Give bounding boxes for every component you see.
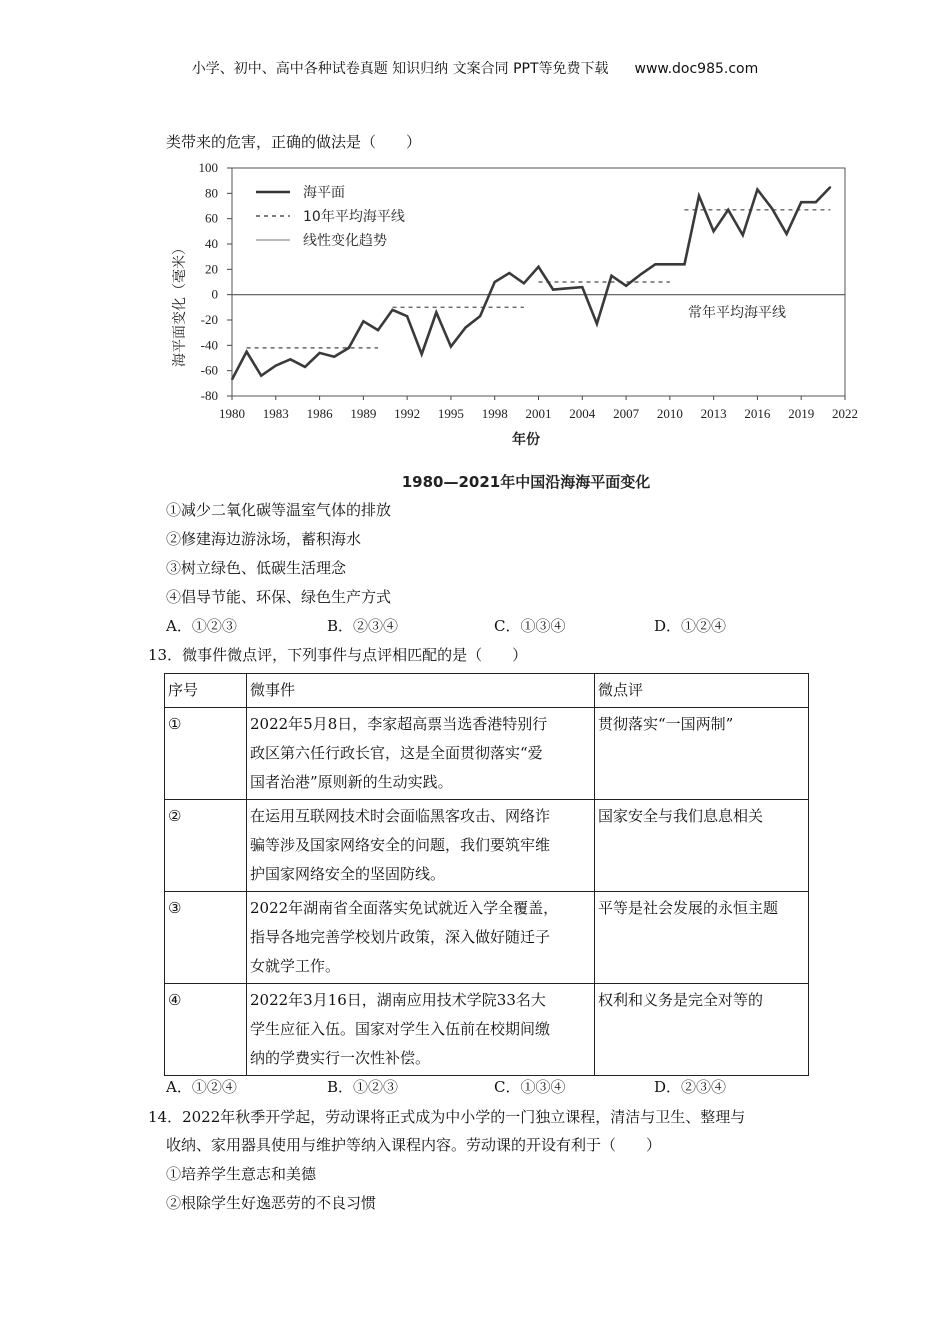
row-no: ① [165,708,247,800]
y-tick-label: 100 [198,160,218,175]
y-tick-label: 80 [205,185,218,201]
q12-option-d[interactable]: D．①②④ [654,617,727,635]
data-point [581,286,583,288]
y-tick-label: -20 [200,312,218,327]
row-event [247,892,595,984]
q13-option-b[interactable]: B．①②③ [327,1078,399,1096]
table-row [165,892,809,984]
x-tick-label: 1983 [262,406,289,421]
data-point [669,263,671,265]
row-event [247,984,595,1076]
data-point [684,263,686,265]
data-point [815,201,817,203]
q13-stem: 13．微事件微点评，下列事件与点评相匹配的是（ ） [148,646,528,664]
x-tick-label: 2004 [569,406,596,421]
q12-option-b[interactable]: B．②③④ [327,617,399,635]
event-line: 学生应征入伍。国家对学生入伍前在校期间缴 [250,1020,551,1038]
data-point [611,275,613,277]
x-tick-label: 2019 [788,406,815,421]
data-point [523,282,525,284]
y-tick-label: 0 [211,286,218,302]
q12-item-4: ④倡导节能、环保、绿色生产方式 [166,588,392,606]
x-tick-label: 1980 [219,406,245,421]
data-point [479,315,481,317]
data-point [392,309,394,311]
event-line: 指导各地完善学校划片政策，深入做好随迁子 [250,928,551,946]
x-tick-label: 2013 [700,406,727,421]
row-no: ④ [165,984,247,1076]
data-point [494,281,496,283]
q12-item-1: ①减少二氧化碳等温室气体的排放 [166,501,392,519]
row-comment: 权利和义务是完全对等的 [595,984,809,1076]
event-line: 骗等涉及国家网络安全的问题，我们要筑牢维 [250,836,551,854]
data-point [713,231,715,233]
data-point [348,347,350,349]
x-tick-label: 1995 [437,406,464,421]
data-point [246,351,248,353]
data-point [363,320,365,322]
data-point [567,288,569,290]
row-event [247,708,595,800]
row-event [247,800,595,892]
x-tick-label: 1998 [481,406,508,421]
y-tick-label: 20 [205,261,218,277]
q13-option-d[interactable]: D．②③④ [654,1078,727,1096]
q12-item-2: ②修建海边游泳场，蓄积海水 [166,530,362,548]
q12-stem-tail: 类带来的危害，正确的做法是（ ） [166,133,422,151]
data-point [800,201,802,203]
q14-stem-line1: 14．2022年秋季开学起，劳动课将正式成为中小学的一门独立课程，清洁与卫生、整理与 [148,1108,746,1126]
data-point [830,186,832,188]
y-tick-label: -80 [200,388,218,403]
data-point [596,323,598,325]
q12-item-3: ③树立绿色、低碳生活理念 [166,559,347,577]
data-point [319,352,321,354]
legend-trend: 线性变化趋势 [303,233,387,249]
event-line: 政区第六任行政长官，这是全面贯彻落实“爱 [250,744,543,762]
x-tick-label: 2001 [525,406,552,421]
table-row [165,800,809,892]
chart-legend [256,185,405,249]
y-tick-label: -40 [200,337,218,353]
x-tick-label: 2016 [744,406,771,421]
data-point [231,379,233,381]
data-point [465,327,467,329]
row-comment: 国家安全与我们息息相关 [595,800,809,892]
event-line: 女就学工作。 [250,957,341,975]
data-point [552,289,554,291]
data-point [304,366,306,368]
chart-title: 1980—2021年中国沿海海平面变化 [401,473,651,491]
event-line: 国者治港”原则新的生动实践。 [250,773,453,791]
data-point [421,353,423,355]
row-no: ③ [165,892,247,984]
baseline-annotation: 常年平均海平线 [688,305,786,321]
row-no: ② [165,800,247,892]
sea-level-chart [160,158,860,493]
y-tick-label: 40 [205,236,218,251]
data-point [290,358,292,360]
q12-option-a[interactable]: A．①②③ [166,617,237,635]
data-point [625,285,627,287]
data-point [436,312,438,314]
table-header-row [165,674,809,708]
y-tick-label: 60 [205,210,218,226]
event-line: 2022年5月8日，李家超高票当选香港特别行 [250,715,548,733]
data-point [757,189,759,191]
x-tick-label: 1992 [394,406,421,421]
q14-item-1: ①培养学生意志和美德 [166,1165,317,1183]
data-point [509,272,511,274]
q13-option-a[interactable]: A．①②④ [166,1078,237,1096]
x-tick-label: 2007 [613,406,640,421]
data-point [771,208,773,210]
q14-stem-line2: 收纳、家用器具使用与维护等纳入课程内容。劳动课的开设有利于（ ） [166,1136,662,1154]
data-point [275,365,277,367]
q12-option-c[interactable]: C．①③④ [494,617,566,635]
header-text: 小学、初中、高中各种试卷真题 知识归纳 文案合同 PPT等免费下载 [191,61,609,77]
data-point [260,375,262,377]
header-url[interactable]: www.doc985.com [634,61,759,77]
q14-item-2: ②根除学生好逸恶劳的不良习惯 [166,1194,377,1212]
event-line: 在运用互联网技术时会面临黑客攻击、网络诈 [250,807,551,825]
event-line: 纳的学费实行一次性补偿。 [250,1049,431,1067]
data-point [333,356,335,358]
page-header [0,58,950,78]
x-tick-label: 2010 [656,406,683,421]
row-comment: 平等是社会发展的永恒主题 [595,892,809,984]
table-row [165,708,809,800]
x-tick-label: 2022 [832,406,858,421]
data-point [450,346,452,348]
data-point [742,234,744,236]
y-axis-label: 海平面变化（毫米） [172,241,188,367]
data-point [406,315,408,317]
event-line: 护国家网络安全的坚固防线。 [250,865,446,883]
x-tick-label: 1986 [306,406,333,421]
data-point [786,233,788,235]
q13-option-c[interactable]: C．①③④ [494,1078,566,1096]
row-comment: 贯彻落实“一国两制” [595,708,809,800]
x-axis-label: 年份 [512,432,540,448]
legend-sea-level: 海平面 [303,185,345,201]
col-header-event: 微事件 [247,674,595,708]
data-point [538,266,540,268]
y-tick-label: -60 [200,362,218,378]
data-point [377,329,379,331]
data-point [640,274,642,276]
data-point [698,195,700,197]
col-header-no: 序号 [165,674,247,708]
q13-table [164,673,809,1076]
table-row [165,984,809,1076]
legend-10yr-avg: 10年平均海平线 [303,209,405,225]
event-line: 2022年湖南省全面落实免试就近入学全覆盖， [250,899,559,917]
data-point [654,263,656,265]
event-line: 2022年3月16日，湖南应用技术学院33名大 [250,991,546,1009]
col-header-comment: 微点评 [595,674,809,708]
x-tick-label: 1989 [350,406,377,421]
data-point [727,209,729,211]
